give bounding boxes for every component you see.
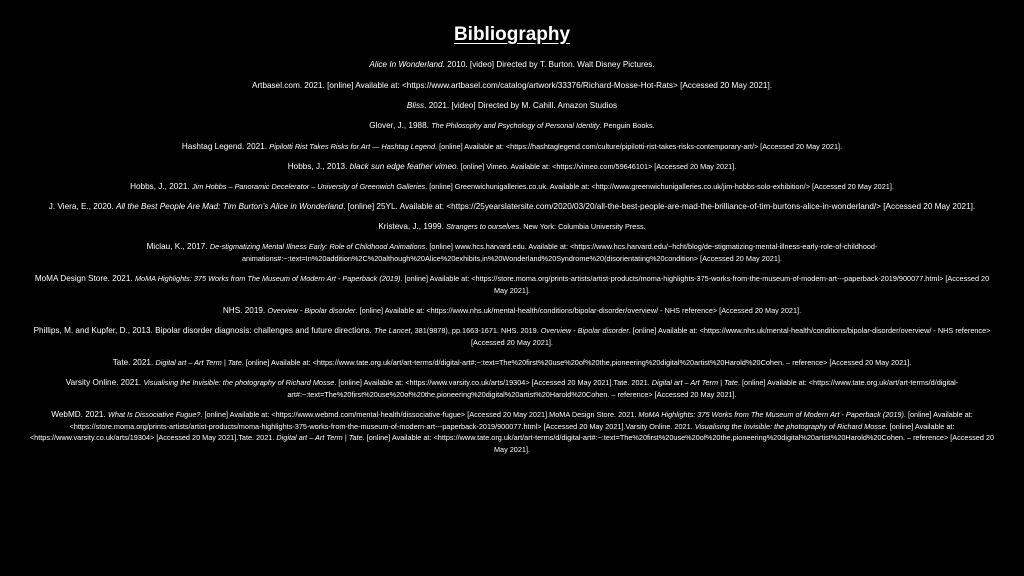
reference-entry bbox=[28, 141, 996, 153]
reference-title-text: All the Best People Are Mad: Tim Burton’s Alice in Wonderland bbox=[116, 202, 344, 212]
reference-text: . [online] Vimeo. Available at: <https://vimeo.com/59646101> [Accessed 20 May 2021]. bbox=[456, 161, 737, 171]
reference-text: . [online] Available at: <https://www.tate.org.uk/art/art-terms/d/digital-art#:~:text=The%20first%20use%20of%20the,pioneering%20digital%20artist%20Harold%20Cohen. – reference> [Accessed 20 May 2021]. bbox=[362, 433, 995, 454]
reference-text: Miclau, K., 2017. bbox=[146, 242, 210, 252]
reference-text: Tate. 2021. bbox=[112, 358, 156, 368]
reference-text: . [online] Available at: <https://www.nhs.uk/mental-health/conditions/bipolar-disorder/overview/ - NHS reference> [Accessed 20 May 2021]. bbox=[355, 306, 802, 316]
reference-entry bbox=[28, 201, 996, 213]
reference-list bbox=[28, 59, 996, 455]
reference-entry bbox=[28, 59, 996, 71]
reference-text: . [online] Greenwichunigalleries.co.uk. Available at: <http://www.greenwichunigalleries.co.uk/jim-hobbs-solo-exhibition/> [Accessed 20 May 2021]. bbox=[425, 181, 894, 191]
reference-text: . [online] Available at: <https://www.webmd.com/mental-health/dissociative-fugue> [Accessed 20 May 2021].MoMA Design Store. 2021. bbox=[200, 409, 639, 419]
reference-text: . [online] Available at: <https://www.varsity.co.uk/arts/19304> [Accessed 20 May 2021].Tate. 2021. bbox=[29, 421, 955, 443]
reference-text: WebMD. 2021. bbox=[51, 409, 108, 419]
reference-text: Artbasel.com. 2021. [online] Available at: <https://www.artbasel.com/catalog/artwork/33376/Richard-Mosse-Hot-Rats> [Accessed 20 May 2021]. bbox=[251, 80, 772, 90]
reference-title-text: Strangers to ourselves bbox=[446, 222, 520, 232]
reference-text: . Penguin Books. bbox=[599, 121, 655, 131]
reference-title-text: Jim Hobbs – Panoramic Decelerator – University of Greenwich Galleries bbox=[191, 181, 426, 191]
reference-title-text: black sun edge feather vimeo bbox=[349, 161, 457, 171]
reference-title-text: The Philosophy and Psychology of Personal Identity bbox=[431, 121, 600, 131]
reference-text: . [online] Available at: <https://www.tate.org.uk/art/art-terms/d/digital-art#:~:text=The%20first%20use%20of%20the,pioneering%20digital%20artist%20Harold%20Cohen. – reference> [Accessed 20 May 2021]. bbox=[241, 358, 912, 368]
reference-entry bbox=[28, 325, 996, 348]
reference-text: . [online] 25YL. Available at: <https://25yearslatersite.com/2020/03/20/all-the-best-people-are-mad-the-brilliance-of-tim-burtons-alice-in-wonderland/> [Accessed 20 May 2021]. bbox=[343, 202, 976, 212]
reference-text: Phillips, M. and Kupfer, D., 2013. Bipolar disorder diagnosis: challenges and future directions. bbox=[33, 326, 375, 336]
reference-title-text: Digital art – Art Term | Tate bbox=[276, 433, 363, 443]
page-title: Bibliography bbox=[453, 24, 571, 45]
reference-text: . [online] Available at: <https://store.moma.org/prints-artists/artist-products/moma-highlights-375-works-from-the-museum-of-modern-art---paperback-2019/900077.html> [Accessed 20 May 2021]. bbox=[400, 274, 990, 295]
reference-text: . [online] www.hcs.harvard.edu. Available at: <https://www.hcs.harvard.edu/~hcht/blog/de-stigmatizing-mental-illness-early-role-of-childhood-animations#:~:text=In%20addition%2C%20although%20Alice%20exhibits,in%20Wonderland%20Syndrome%20(disorientating%20condition> [Accessed 20 May 2021]. bbox=[242, 242, 878, 264]
reference-entry bbox=[28, 273, 996, 296]
reference-title-text: De-stigmatizing Mental Illness Early: Role of Childhood Animations bbox=[209, 242, 426, 252]
reference-title-text: MoMA Highlights: 375 Works from The Museum of Modern Art - Paperback (2019) bbox=[638, 409, 904, 419]
reference-entry bbox=[28, 241, 996, 264]
reference-text: . [online] Available at: <https://hashtaglegend.com/culture/pipilotti-rist-takes-risks-contemporary-art/> [Accessed 20 May 2021]. bbox=[435, 141, 843, 151]
reference-entry bbox=[28, 409, 996, 455]
reference-title-text: What Is Dissociative Fugue? bbox=[108, 409, 201, 419]
reference-text: NHS. 2019. bbox=[222, 306, 268, 316]
reference-text: Hobbs, J., 2013. bbox=[287, 161, 350, 171]
reference-title-text: Digital art – Art Term | Tate bbox=[155, 358, 242, 368]
reference-title-text: Visualising the Invisible: the photography of Richard Mosse bbox=[694, 421, 886, 431]
reference-entry bbox=[28, 120, 996, 132]
reference-text: Hobbs, J., 2021. bbox=[130, 181, 192, 191]
reference-title-text: Overview - Bipolar disorder bbox=[267, 306, 356, 316]
reference-text: Hashtag Legend. 2021. bbox=[181, 141, 270, 151]
reference-entry bbox=[28, 377, 996, 400]
reference-text: . [online] Available at: <https://www.varsity.co.uk/arts/19304> [Accessed 20 May 2021].Tate. 2021. bbox=[334, 378, 652, 388]
reference-entry bbox=[28, 100, 996, 112]
reference-title-text: Bliss bbox=[406, 101, 425, 111]
reference-entry bbox=[28, 305, 996, 317]
reference-text: , 381(9878), pp.1663-1671. NHS. 2019. bbox=[410, 326, 541, 336]
reference-entry bbox=[28, 221, 996, 233]
reference-text: . 2021. [video] Directed by M. Cahill. Amazon Studios bbox=[424, 101, 618, 111]
reference-title-text: Visualising the Invisible: the photography of Richard Mosse bbox=[143, 378, 335, 388]
reference-text: Glover, J., 1988. bbox=[369, 121, 432, 131]
reference-text: Kristeva, J., 1999. bbox=[378, 222, 447, 232]
reference-text: MoMA Design Store. 2021. bbox=[34, 274, 135, 284]
reference-entry bbox=[28, 357, 996, 369]
reference-entry bbox=[28, 80, 996, 92]
reference-text: . [online] Available at: <https://www.nhs.uk/mental-health/conditions/bipolar-disorder/overview/ - NHS reference> [Accessed 20 May 2021]. bbox=[471, 326, 991, 347]
reference-title-text: MoMA Highlights: 375 Works from The Museum of Modern Art - Paperback (2019) bbox=[134, 274, 401, 284]
reference-text: . New York: Columbia University Press. bbox=[519, 222, 646, 232]
reference-text: Varsity Online. 2021. bbox=[65, 378, 144, 388]
reference-title-text: Overview - Bipolar disorder bbox=[540, 326, 629, 336]
reference-entry bbox=[28, 161, 996, 173]
reference-title-text: Digital art – Art Term | Tate bbox=[651, 378, 738, 388]
reference-title-text: The Lancet bbox=[374, 326, 411, 336]
reference-text: . 2010. [video] Directed by T. Burton. Walt Disney Pictures. bbox=[442, 60, 655, 69]
reference-text: J. Viera, E., 2020. bbox=[48, 202, 117, 212]
reference-title-text: Alice In Wonderland bbox=[369, 60, 443, 69]
reference-text: . [online] Available at: <https://store.moma.org/prints-artists/artist-products/moma-highlights-375-works-from-the-museum-of-modern-art---paperback-2019/900077.html> [Accessed 20 May 2021].Varsity Online. 2021. bbox=[69, 409, 973, 431]
reference-text: . [online] Available at: <https://www.tate.org.uk/art/art-terms/d/digital-art#:~:text=The%20first%20use%20of%20the,pioneering%20digital%20artist%20Harold%20Cohen. – reference> [Accessed 20 May 2021]. bbox=[287, 378, 959, 399]
reference-entry bbox=[28, 181, 996, 193]
reference-title-text: Pipilotti Rist Takes Risks for Art — Hashtag Legend bbox=[269, 141, 436, 151]
